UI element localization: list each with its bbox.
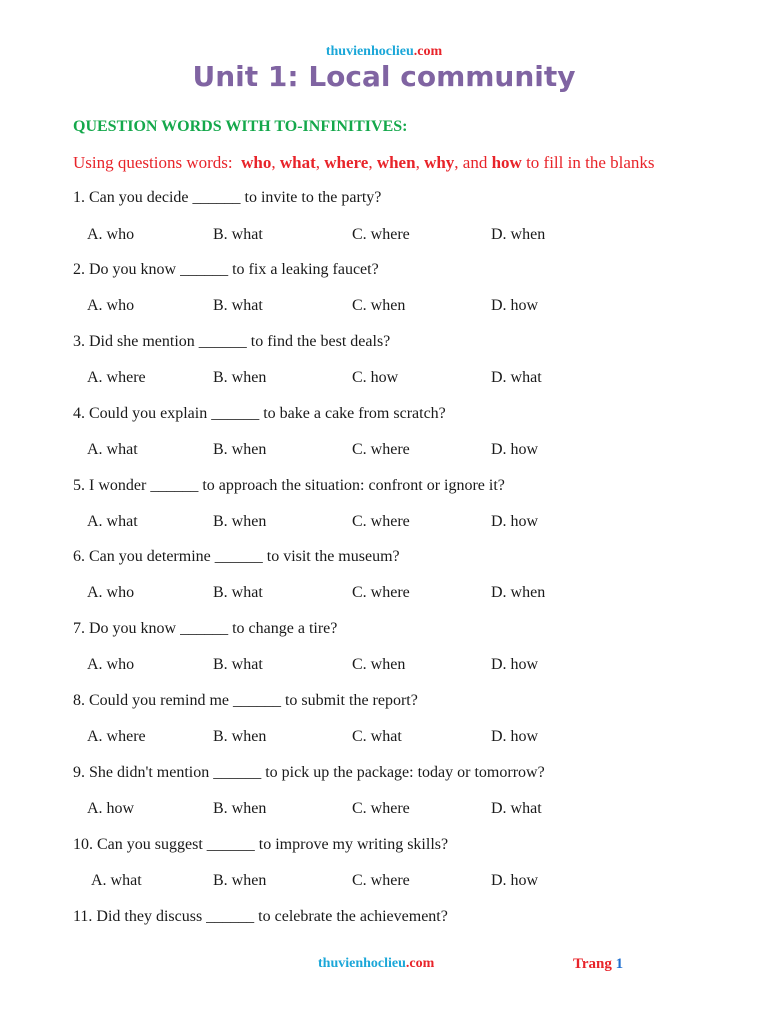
- option-b: B. when: [213, 872, 267, 889]
- site-name: thuvienhoclieu: [325, 44, 414, 59]
- option-d: D. how: [491, 872, 539, 889]
- question-text: 11. Did they discuss ______ to celebrate the achievement?: [73, 908, 448, 925]
- option-d: D. when: [491, 584, 546, 601]
- instruction-word-how: how: [491, 153, 522, 172]
- option-b: B. what: [213, 584, 263, 601]
- instruction-word-who: who: [241, 153, 272, 172]
- question-text: 1. Can you decide ______ to invite to the party?: [73, 189, 382, 206]
- option-d: D. when: [491, 226, 546, 243]
- option-a: A. who: [87, 297, 135, 314]
- question-text: 9. She didn't mention ______ to pick up the package: today or tomorrow?: [73, 764, 545, 781]
- answer-options: [0, 728, 768, 748]
- question-text: 6. Can you determine ______ to visit the museum?: [73, 548, 400, 565]
- answer-options: [0, 800, 768, 820]
- option-c: C. where: [352, 584, 410, 601]
- footer-site-name: thuvienhoclieu: [318, 956, 406, 971]
- instruction-word-when: when: [376, 153, 416, 172]
- question-text: 8. Could you remind me ______ to submit the report?: [73, 692, 418, 709]
- question-text: 4. Could you explain ______ to bake a cake from scratch?: [73, 405, 446, 422]
- option-d: D. how: [491, 297, 539, 314]
- option-c: C. what: [352, 728, 402, 745]
- instruction-conj: and: [462, 153, 488, 172]
- option-c: C. when: [352, 297, 406, 314]
- answer-options: [0, 872, 768, 892]
- answer-options: [0, 226, 768, 246]
- question-text: 10. Can you suggest ______ to improve my writing skills?: [73, 836, 449, 853]
- option-a: A. what: [91, 872, 142, 889]
- page-title: Unit 1: Local community: [192, 60, 576, 93]
- instruction-text: Using questions words: who, what, where, when, why, and how to fill in the blanks: [73, 153, 655, 172]
- instruction-word-where: where: [324, 153, 369, 172]
- option-a: A. where: [87, 369, 146, 386]
- option-b: B. what: [213, 297, 263, 314]
- site-header-link[interactable]: [0, 44, 768, 60]
- option-d: D. what: [491, 800, 542, 817]
- question-text: 7. Do you know ______ to change a tire?: [73, 620, 338, 637]
- instruction-intro: Using questions words:: [73, 153, 233, 172]
- answer-options: [0, 369, 768, 389]
- option-d: D. what: [491, 369, 542, 386]
- question-text: 5. I wonder ______ to approach the situation: confront or ignore it?: [73, 477, 505, 494]
- option-d: D. how: [491, 728, 539, 745]
- site-domain: .com: [413, 44, 443, 59]
- option-b: B. what: [213, 226, 263, 243]
- answer-options: [0, 297, 768, 317]
- option-c: C. where: [352, 226, 410, 243]
- option-c: C. where: [352, 800, 410, 817]
- option-c: C. where: [352, 872, 410, 889]
- option-a: A. who: [87, 584, 135, 601]
- page-word: Trang: [573, 956, 612, 972]
- option-b: B. what: [213, 656, 263, 673]
- page-number: [573, 956, 623, 973]
- section-heading: QUESTION WORDS WITH TO-INFINITIVES:: [73, 118, 408, 135]
- option-d: D. how: [491, 656, 539, 673]
- option-c: C. where: [352, 441, 410, 458]
- option-d: D. how: [491, 441, 539, 458]
- option-a: A. what: [87, 513, 138, 530]
- option-b: B. when: [213, 441, 267, 458]
- option-a: A. how: [87, 800, 135, 817]
- option-b: B. when: [213, 728, 267, 745]
- option-c: C. how: [352, 369, 399, 386]
- question-text: 2. Do you know ______ to fix a leaking faucet?: [73, 261, 379, 278]
- question-text: 3. Did she mention ______ to find the best deals?: [73, 333, 391, 350]
- answer-options: [0, 656, 768, 676]
- answer-options: [0, 584, 768, 604]
- option-a: A. what: [87, 441, 138, 458]
- page-num: 1: [615, 956, 624, 972]
- answer-options: [0, 513, 768, 533]
- option-a: A. who: [87, 656, 135, 673]
- option-b: B. when: [213, 513, 267, 530]
- option-b: B. when: [213, 800, 267, 817]
- option-a: A. where: [87, 728, 146, 745]
- option-d: D. how: [491, 513, 539, 530]
- option-a: A. who: [87, 226, 135, 243]
- instruction-outro: to fill in the blanks: [526, 153, 655, 172]
- option-c: C. when: [352, 656, 406, 673]
- footer-site-domain: .com: [405, 956, 435, 971]
- answer-options: [0, 441, 768, 461]
- option-b: B. when: [213, 369, 267, 386]
- option-c: C. where: [352, 513, 410, 530]
- instruction-word-what: what: [279, 153, 316, 172]
- footer-site-link[interactable]: [318, 956, 434, 972]
- instruction-word-why: why: [424, 153, 455, 172]
